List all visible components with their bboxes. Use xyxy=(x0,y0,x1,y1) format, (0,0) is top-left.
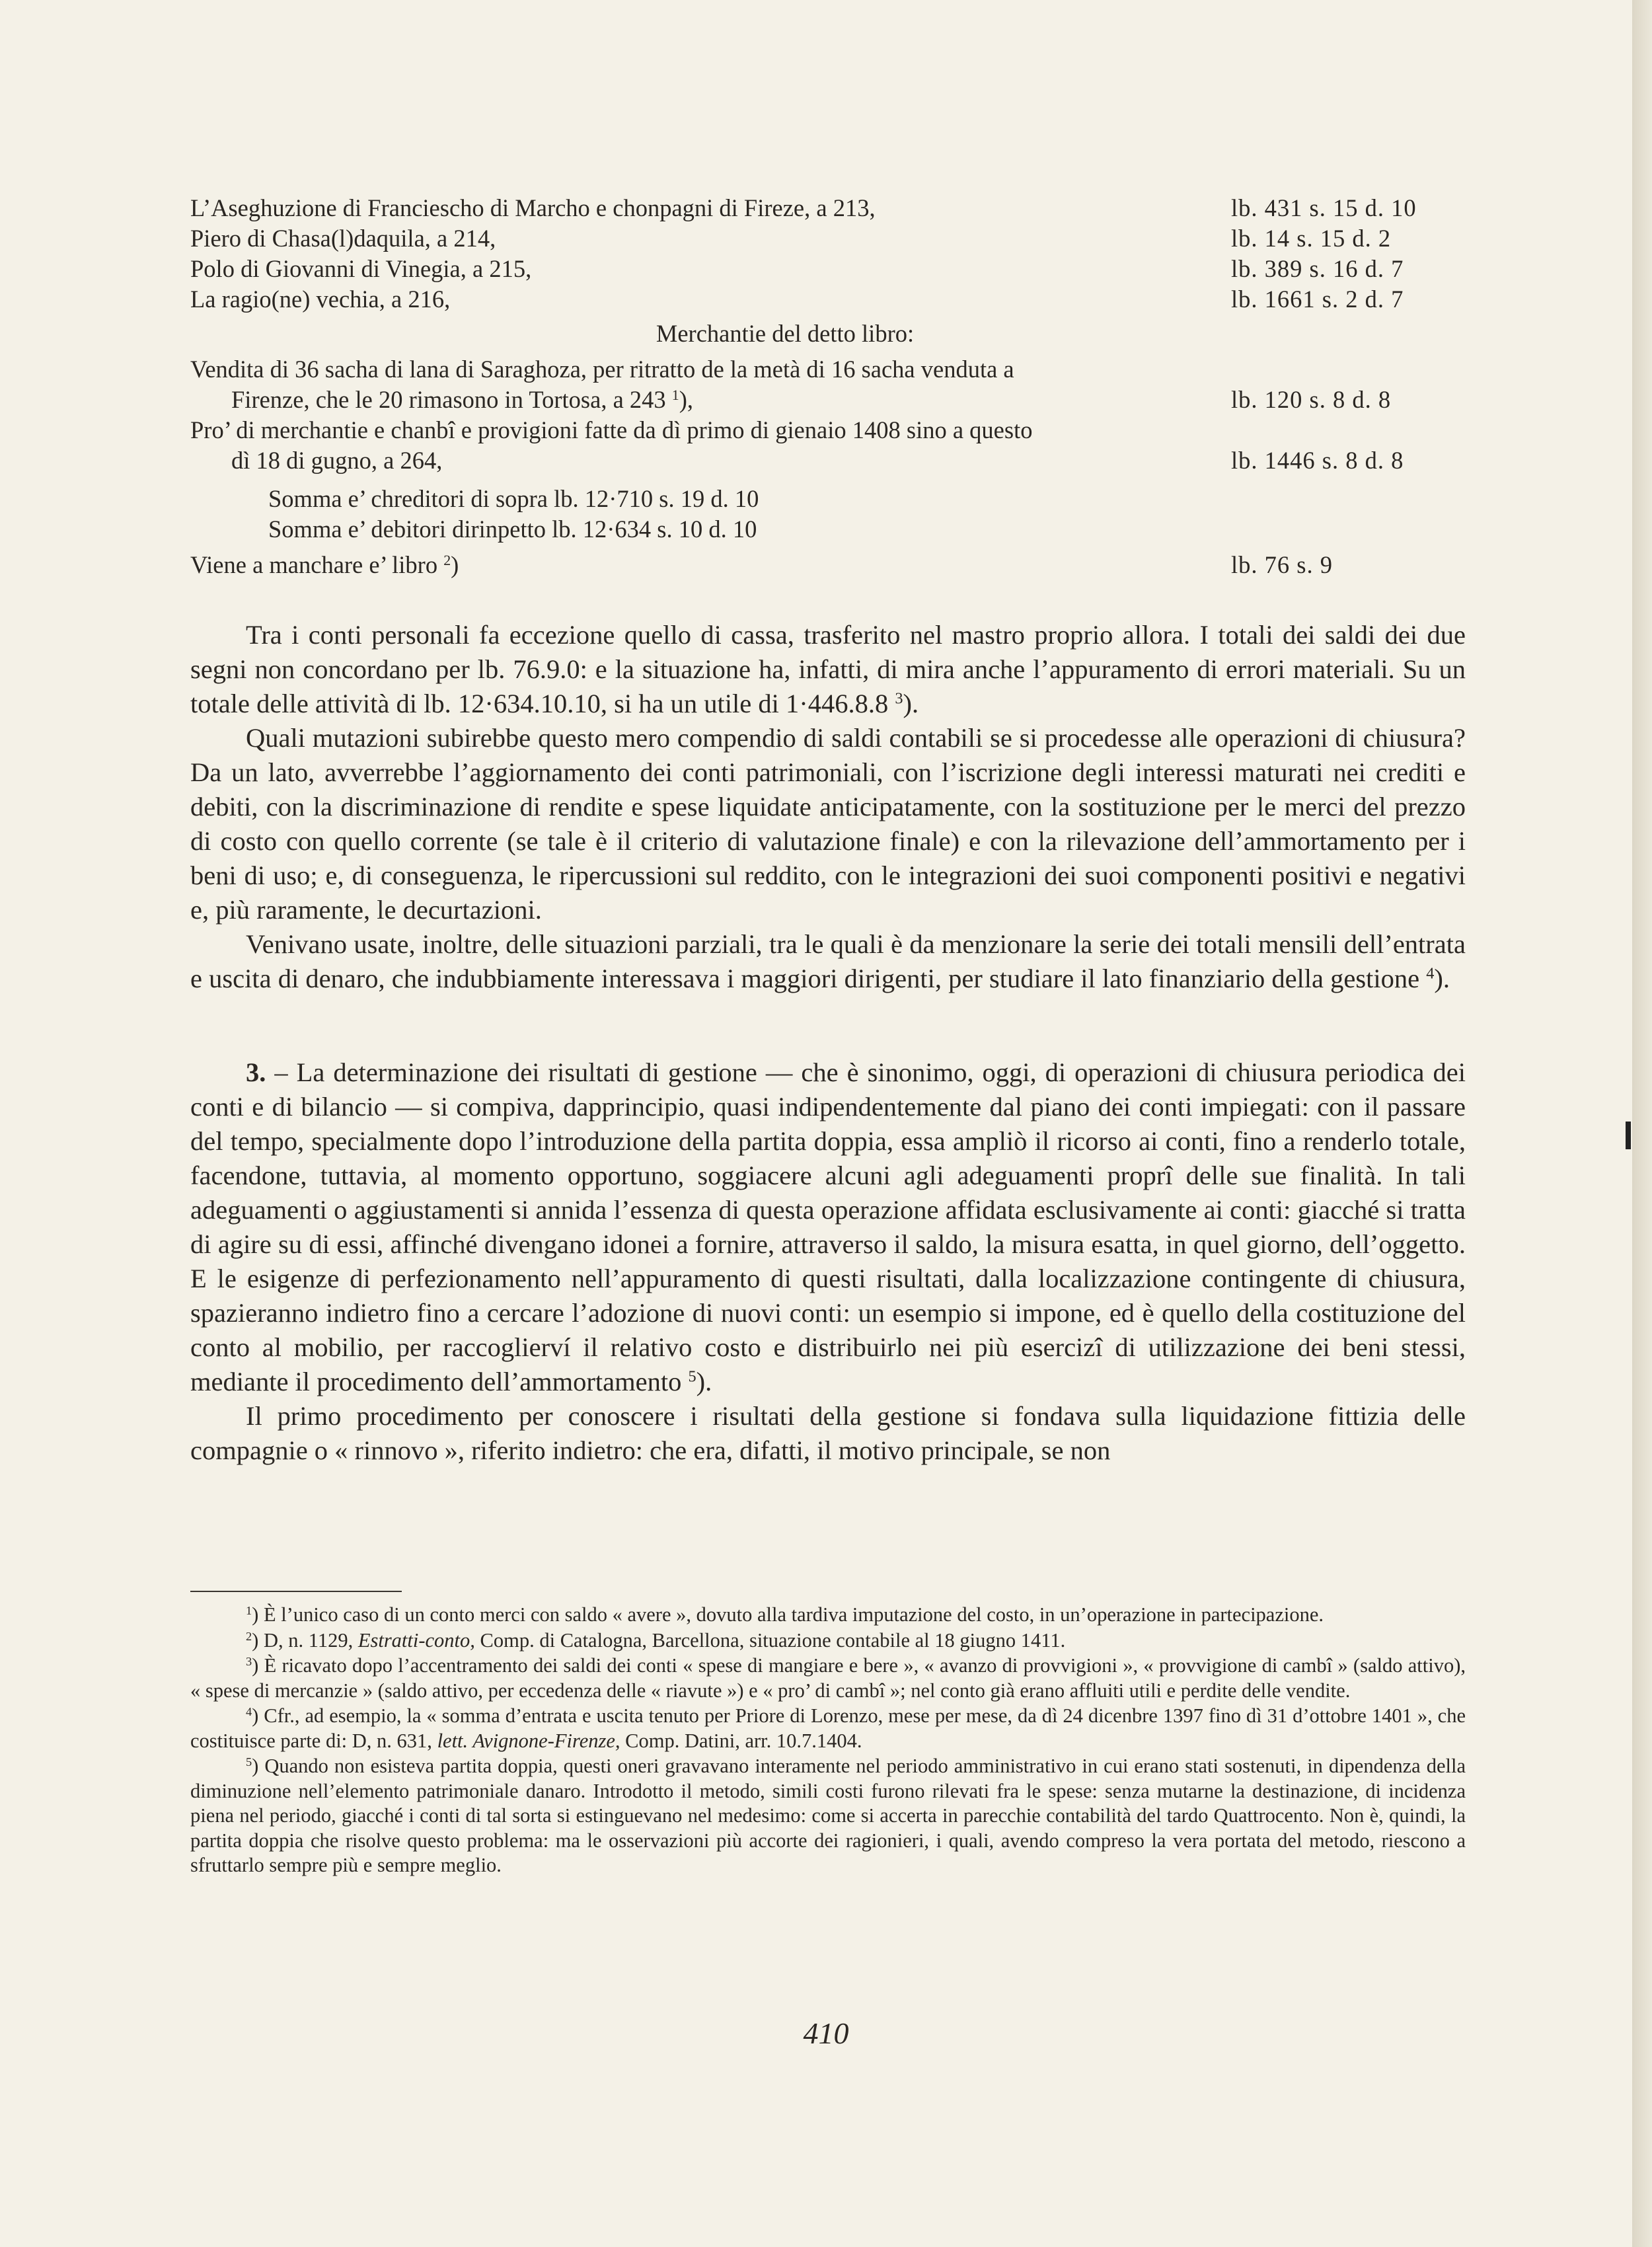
footnote: $^1$) È l’unico caso di un conto merci con saldo « avere », dovuto alla tardiva imputazione del costo, in un’operazione in partecipazione. xyxy=(246,1603,1324,1626)
ledger-shortfall-row xyxy=(190,550,1476,580)
paragraph: Tra i conti personali fa eccezione quello di cassa, trasferito nel mastro proprio allora. I totali dei saldi dei due segni non concordano per lb. 76.9.0: e la situazione ha, infatti, di mira anche l’appuramento di errori materiali. Su un totale delle attività di lb. 12·634.10.10, si ha un utile di 1·446.8.8 $^3$). xyxy=(190,620,1466,718)
footnote-ref: 5 xyxy=(688,1367,696,1386)
ledger-row-desc: Piero di Chasa(l)daquila, a 214, xyxy=(190,225,496,252)
ledger-row-desc-cont: Firenze, che le 20 rimasono in Tortosa, a 243 $^1$), xyxy=(231,386,694,413)
section-paragraph: 3. – La determinazione dei risultati di gestione — che è sinonimo, oggi, di operazioni di chiusura periodica dei conti e di bilancio — si compiva, dapprincipio, quasi indipendentemente dal piano dei conti impiegati: con il passare del tempo, specialmente dopo l’introduzione della partita doppia, essa ampliò il ricorso ai conti, fino a renderlo totale, facendone, tuttavia, al momento opportuno, soggiacere alcuni agli adeguamenti proprî delle sue finalità. In tali adeguamenti o aggiustamenti si annida l’essenza di questa operazione affidata esclusivamente ai conti: giacché si tratta di agire su di essi, affinché divengano idonei a fornire, attraverso il saldo, la misura esatta, in quel giorno, dell’oggetto. E le esigenze di perfezionamento nell’appuramento di questi risultati, dalla localizzazione contingente di chiusura, spazieranno indietro fino a cercare l’adozione di nuovi conti: un esempio si impone, ed è quello della costituzione del conto al mobilio, per raccoglierví il relativo costo e distribuirlo nei più esercizî di utilizzazione dei beni stessi, mediante il procedimento dell’ammortamento $^5$). xyxy=(190,1057,1466,1396)
ledger-sum-debit xyxy=(190,514,1476,545)
footnote: $^4$) Cfr., ad esempio, la « somma d’entrata e uscita tenuto per Priore di Lorenzo, mese per mese, da dì 24 dicenbre 1397 fino dì 31 d’ottobre 1401 », che costituisce parte di: D, n. 631, lett. Avignone-Firenze, Comp. Datini, arr. 10.7.1404. xyxy=(190,1704,1466,1752)
ledger-row-amount: lb. 389 s. 16 d. 7 xyxy=(1231,255,1404,282)
footnote-ref: 3 xyxy=(895,689,903,708)
section-number: 3. xyxy=(246,1057,266,1087)
paragraph: Quali mutazioni subirebbe questo mero compendio di saldi contabili se si procedesse alle operazioni di chiusura? Da un lato, avverrebbe l’aggiornamento dei conti patrimoniali, con l’iscrizione degli interessi maturati nei crediti e debiti, con la discriminazione di rendite e spese liquidate anticipatamente, con la sostituzione per le merci del prezzo di costo con quello corrente (se tale è il criterio di valutazione finale) e con la rilevazione dell’ammortamento per i beni di uso; e, di conseguenza, le ripercussioni sul reddito, con le integrazioni dei suoi componenti positivi e negativi e, più raramente, le decurtazioni. xyxy=(190,723,1466,925)
ledger-row xyxy=(190,354,1476,385)
body-text xyxy=(190,618,1466,1468)
footnotes xyxy=(190,1603,1466,1879)
paragraph: Venivano usate, inoltre, delle situazioni parziali, tra le quali è da menzionare la serie dei totali mensili dell’entrata e uscita di denaro, che indubbiamente interessava i maggiori dirigenti, per studiare il lato finanziario della gestione $^4$). xyxy=(190,929,1466,993)
ledger-heading: Merchantie del detto libro: xyxy=(656,320,915,347)
sum-debit-text: Somma e’ debitori dirinpetto lb. 12·634 s. 10 d. 10 xyxy=(268,515,757,543)
ledger-row-amount: lb. 14 s. 15 d. 2 xyxy=(1231,225,1392,252)
ledger-row-desc: L’Aseghuzione di Franciescho di Marcho e chonpagni di Fireze, a 213, xyxy=(190,194,876,221)
footnote-ref: 1 xyxy=(671,386,679,403)
footnote: $^5$) Quando non esisteva partita doppia, questi oneri gravavano interamente nel periodo amministrativo in cui erano stati sostenuti, in dipendenza della diminuzione nell’elemento patrimoniale danaro. Introdotto il metodo, simili costi furono rilevati fra le spese: senza mutarne la destinazione, di incidenza piena nel periodo, giacché i conti di tal sorta si estinguevano nel medesimo: come si accerta in parecchie contabilità del tardo Quattrocento. Non è, quindi, la partita doppia che risolve questo problema: ma le osservazioni più accorte dei ragionieri, i quali, avendo compreso la vera portata del metodo, riescono a sfruttarlo sempre più e sempre meglio. xyxy=(190,1755,1466,1876)
ledger-row-desc-cont: dì 18 di gugno, a 264, xyxy=(231,447,443,474)
margin-mark xyxy=(1626,1122,1631,1149)
ledger-row-amount: lb. 1661 s. 2 d. 7 xyxy=(1231,286,1404,313)
ledger-row-amount: lb. 1446 s. 8 d. 8 xyxy=(1231,447,1404,474)
ledger-row xyxy=(190,254,1476,284)
shortfall-desc: Viene a manchare e’ libro $^2$) xyxy=(190,551,459,578)
footnote-ref: 4 xyxy=(1426,964,1435,983)
footnote-ref: 2 xyxy=(443,551,451,568)
footnote: $^3$) È ricavato dopo l’accentramento dei saldi dei conti « spese di mangiare e bere », « avanzo di provvigioni », « provvigione di cambî » (saldo attivo), « spese di mercanzie » (saldo attivo, per eccedenza delle « riavute ») e « pro’ di cambî »; nel conto già erano affluiti utili e perdite delle vendite. xyxy=(190,1654,1466,1702)
footnote-divider xyxy=(190,1591,402,1592)
ledger-sum-credit xyxy=(190,484,1476,514)
ledger-row xyxy=(190,284,1476,315)
ledger-row-amount: lb. 431 s. 15 d. 10 xyxy=(1231,194,1417,221)
footnote: $^2$) D, n. 1129, Estratti-conto, Comp. di Catalogna, Barcellona, situazione contabile al 18 giugno 1411. xyxy=(246,1628,1066,1652)
sum-credit-text: Somma e’ chreditori di sopra lb. 12·710 s. 19 d. 10 xyxy=(268,485,759,512)
ledger-row xyxy=(190,445,1476,476)
ledger-row-desc: Pro’ di merchantie e chanbî e provigioni fatte da dì primo di gienaio 1408 sino a questo xyxy=(190,416,1033,443)
page-edge xyxy=(1632,0,1652,2247)
page-number: 410 xyxy=(803,2016,849,2050)
shortfall-amount: lb. 76 s. 9 xyxy=(1231,551,1333,578)
ledger-row xyxy=(190,193,1476,223)
ledger-heading-row xyxy=(190,319,1476,349)
ledger-row-amount: lb. 120 s. 8 d. 8 xyxy=(1231,386,1392,413)
ledger-row-desc: La ragio(ne) vechia, a 216, xyxy=(190,286,451,313)
paragraph: Il primo procedimento per conoscere i risultati della gestione si fondava sulla liquidazione fittizia delle compagnie o « rinnovo », riferito indietro: che era, difatti, il motivo principale, se non xyxy=(190,1401,1466,1465)
ledger-row xyxy=(190,415,1476,445)
ledger-row-desc: Vendita di 36 sacha di lana di Saraghoza, per ritratto de la metà di 16 sacha venduta a xyxy=(190,356,1014,383)
ledger-row xyxy=(190,223,1476,254)
ledger-row-desc: Polo di Giovanni di Vinegia, a 215, xyxy=(190,255,532,282)
ledger-row xyxy=(190,385,1476,415)
